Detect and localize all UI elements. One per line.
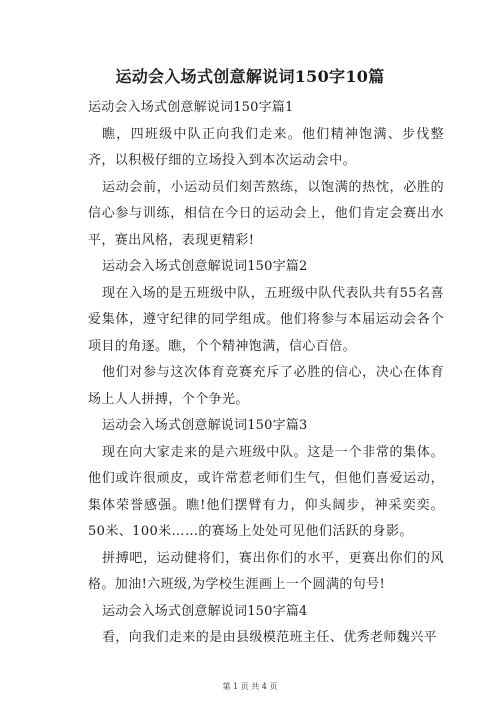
section-heading-1: 运动会入场式创意解说词150字篇1 <box>88 100 294 115</box>
section-1-paragraph-2: 运动会前，小运动员们刻苦熬练，以饱满的热忱，必胜的信心参与训练，相信在今日的运动会上，他们肯定会赛出水平，赛出风格，表现更精彩! <box>88 179 444 248</box>
section-1-paragraph-1: 瞧，四班级中队正向我们走来。他们精神饱满、步伐整齐，以积极仔细的立场投入到本次运动会中。 <box>88 126 444 168</box>
section-2-paragraph-2: 他们对参与这次体育竞赛充斥了必胜的信心，决心在体育场上人人拼搏，个个争光。 <box>88 365 444 407</box>
section-heading-4: 运动会入场式创意解说词150字篇4 <box>102 603 308 619</box>
section-heading-3: 运动会入场式创意解说词150字篇3 <box>102 418 308 433</box>
page-number-footer: 第 1 页 共 4 页 <box>222 682 278 691</box>
section-3-paragraph-1: 现在向大家走来的是六班级中队。这是一个非常的集体。他们或许很顽皮，或许常惹老师们生气，但他们喜爱运动，集体荣誉感强。瞧!他们摆臂有力，仰头阔步，神采奕奕。50米、100米……的赛场上处处可见他们活跃的身影。 <box>88 444 444 539</box>
document-body <box>88 95 444 652</box>
section-4-paragraph-1: 看，向我们走来的是由县级模范班主任、优秀老师魏兴平 <box>102 630 438 645</box>
section-heading-2: 运动会入场式创意解说词150字篇2 <box>102 259 308 274</box>
section-3-paragraph-2: 拼搏吧，运动健将们，赛出你们的水平，更赛出你们的风格。加油!六班级,为学校生涯画上一个圆满的句号! <box>88 550 444 592</box>
section-2-paragraph-1: 现在入场的是五班级中队，五班级中队代表队共有55名喜爱集体，遵守纪律的同学组成。他们将参与本届运动会各个项目的角逐。瞧，个个精神饱满，信心百倍。 <box>88 285 444 354</box>
document-title: 运动会入场式创意解说词150字10篇 <box>115 67 385 86</box>
